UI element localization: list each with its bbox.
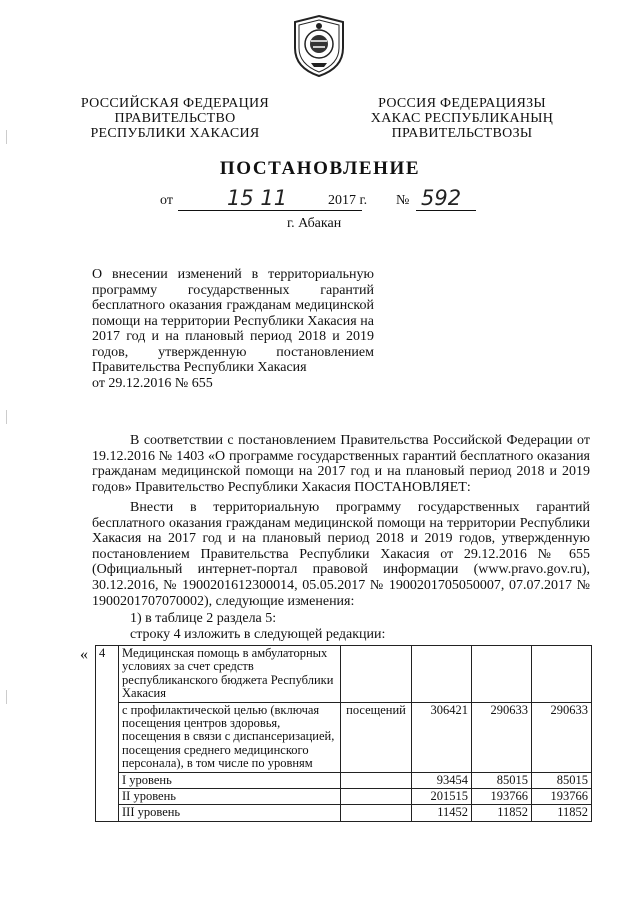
table-cell-value: 306421 — [412, 702, 472, 772]
opening-quote-mark: « — [80, 646, 88, 663]
subject-text: О внесении изменений в территориальную — [92, 267, 374, 282]
table-cell-empty — [532, 646, 592, 703]
subject-text: помощи на территории Республики Хакасия на — [92, 313, 374, 329]
date-from-label: от — [160, 193, 173, 208]
scan-margin-mark — [6, 130, 7, 144]
table-cell-empty — [341, 789, 412, 805]
table-cell-level: II уровень — [119, 789, 341, 805]
table-row — [96, 702, 592, 772]
handwritten-date: 15 11 — [227, 186, 288, 210]
subject-text-last: от 29.12.2016 № 655 — [92, 375, 213, 391]
header-right-line: ПРАВИТЕЛЬСТВОЗЫ — [391, 126, 533, 141]
table-cell-empty — [341, 646, 412, 703]
number-label: № — [396, 193, 410, 208]
subject-text: программу государственных гарантий — [92, 282, 374, 298]
table-row — [96, 646, 592, 703]
table-row — [96, 772, 592, 788]
table-cell-value: 11852 — [472, 805, 532, 821]
scan-margin-mark — [6, 690, 7, 704]
table-cell-level: I уровень — [119, 772, 341, 788]
subject-text: Правительства Республики Хакасия — [92, 360, 307, 375]
table-cell-empty — [341, 772, 412, 788]
document-title: ПОСТАНОВЛЕНИЕ — [219, 158, 421, 179]
table-cell-level: III уровень — [119, 805, 341, 821]
header-right — [362, 96, 562, 141]
number-underline — [416, 210, 476, 211]
paragraph-amendment: Внести в территориальную программу государственных гарантий бесплатного оказания гражданам медицинской помощи на территории Республики Хакасия на 2017 год и на плановый период 2018 и 2019 годов, утвержденную постановлением Правительства Республики Хакасия от 29.12.2016 № 655 (Официальный интернет-портал правовой информации (www.pravo.gov.ru), 30.12.2016, № 1900201612300014, 05.05.2017 № 1900201705050007, 07.07.2017 № 1900201707070002), следующие изменения: — [92, 500, 590, 609]
table-cell-value: 290633 — [472, 702, 532, 772]
table-cell-value: 11852 — [532, 805, 592, 821]
table-cell-value: 193766 — [472, 789, 532, 805]
table-cell-row-text: с профилактической целью (включая посещения центров здоровья, посещения в связи с диспансеризацией, посещения среднего медицинского персонала), в том числе по уровням — [119, 702, 341, 772]
table-cell-value: 193766 — [532, 789, 592, 805]
table-cell-empty — [412, 646, 472, 703]
date-underline — [178, 210, 362, 211]
city-label: г. Абакан — [287, 216, 342, 231]
table-cell-row-number: 4 — [96, 646, 119, 822]
subject-block — [92, 267, 374, 391]
header-right-line: ХАКАС РЕСПУБЛИКАНЫҢ — [370, 111, 554, 126]
table-cell-empty — [341, 805, 412, 821]
table-cell-unit: посещений — [341, 702, 412, 772]
table-cell-value: 85015 — [472, 772, 532, 788]
paragraph-row-instruction: строку 4 изложить в следующей редакции: — [130, 627, 386, 642]
table-row — [96, 805, 592, 821]
paragraph-preamble: В соответствии с постановлением Правительства Российской Федерации от 19.12.2016 № 1403 «О программе государственных гарантий бесплатного оказания гражданам медицинской помощи на 2017 год и на плановый период 2018 и 2019 годов» Правительство Республики Хакасия ПОСТАНОВЛЯЕТ: — [92, 433, 590, 495]
handwritten-number: 592 — [421, 186, 462, 210]
header-right-line: РОССИЯ ФЕДЕРАЦИЯЗЫ — [378, 96, 546, 111]
table-row — [96, 789, 592, 805]
table-cell-value: 93454 — [412, 772, 472, 788]
paragraph-item-1: 1) в таблице 2 раздела 5: — [130, 611, 277, 626]
date-year: 2017 г. — [328, 193, 368, 208]
table-cell-value: 85015 — [532, 772, 592, 788]
subject-text: 2019 годов, утвержденную постановлением — [92, 329, 374, 360]
subject-text: 2017 год и на плановый период 2018 и — [92, 329, 340, 344]
subject-text: бесплатного оказания гражданам медицинской — [92, 298, 374, 313]
header-left-line: РОССИЙСКАЯ ФЕДЕРАЦИЯ — [80, 96, 270, 111]
table-cell-value: 290633 — [532, 702, 592, 772]
table-cell-value: 201515 — [412, 789, 472, 805]
header-left-line: РЕСПУБЛИКИ ХАКАСИЯ — [90, 126, 260, 141]
coat-of-arms-emblem — [291, 14, 347, 78]
program-table — [95, 645, 592, 822]
table-cell-value: 11452 — [412, 805, 472, 821]
table-cell-empty — [472, 646, 532, 703]
table-cell-header-text: Медицинская помощь в амбулаторных условиях за счет средств республиканского бюджета Республики Хакасия — [119, 646, 341, 703]
header-left — [80, 96, 270, 141]
scan-margin-mark — [6, 410, 7, 424]
header-left-line: ПРАВИТЕЛЬСТВО — [114, 111, 236, 126]
